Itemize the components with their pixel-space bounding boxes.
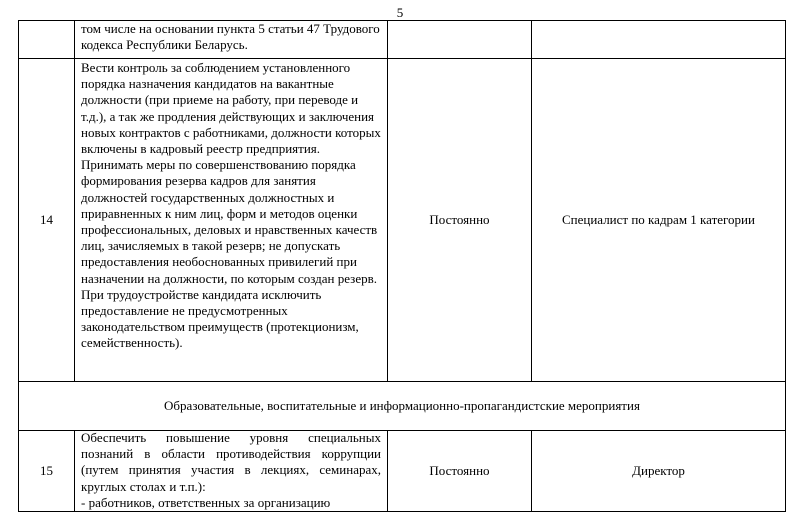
table-row <box>19 21 786 59</box>
table-row <box>19 59 786 382</box>
action-cell <box>75 431 388 512</box>
action-text: Обеспечить повышение уровня специальных познаний в области противодействия коррупции (путем принятия участия в лекциях, семинарах, круглых столах и т.п.): <box>81 430 381 494</box>
action-cell <box>75 59 388 382</box>
section-title: Образовательные, воспитательные и информационно-пропагандистские мероприятия <box>19 382 786 431</box>
action-text: Вести контроль за соблюдением установленного порядка назначения кандидатов на вакантные должности (при приеме на работу, при переводе и т.д.), а так же продления действующих и заключения новых контрактов с работниками, должности которых включены в кадровый реестр предприятия. Принимать меры по совершенствованию порядка формирования резерва кадров для занятия должностей государственных должностных и приравненных к ним лиц, форм и методов оценки профессиональных, деловых и нравственных качеств лиц, зачисляемых в такой резерв; не допускать предоставления необоснованных привилегий при назначении на должности, по которым создан резерв. <box>81 60 381 286</box>
action-text: - работников, ответственных за организацию <box>81 494 331 510</box>
section-header-row <box>19 382 786 431</box>
row-number-cell: 15 <box>19 431 75 512</box>
term-cell: Постоянно <box>388 59 532 382</box>
responsible-cell: Специалист по кадрам 1 категории <box>532 59 786 382</box>
page-number: 5 <box>396 5 404 20</box>
row-number-cell: 14 <box>19 59 75 382</box>
action-text: При трудоустройстве кандидата исключить предоставление не предусмотренных законодательством преимуществ (протекционизм, семейственность). <box>81 286 359 351</box>
term-cell: Постоянно <box>388 431 532 512</box>
row-number-cell <box>19 21 75 59</box>
term-cell <box>388 21 532 59</box>
table-row <box>19 431 786 512</box>
responsible-cell <box>532 21 786 59</box>
action-text: том числе на основании пункта 5 статьи 47 Трудового кодекса Республики Беларусь. <box>81 21 380 53</box>
responsible-cell: Директор <box>532 431 786 512</box>
measures-table <box>18 20 786 512</box>
action-cell <box>75 21 388 59</box>
